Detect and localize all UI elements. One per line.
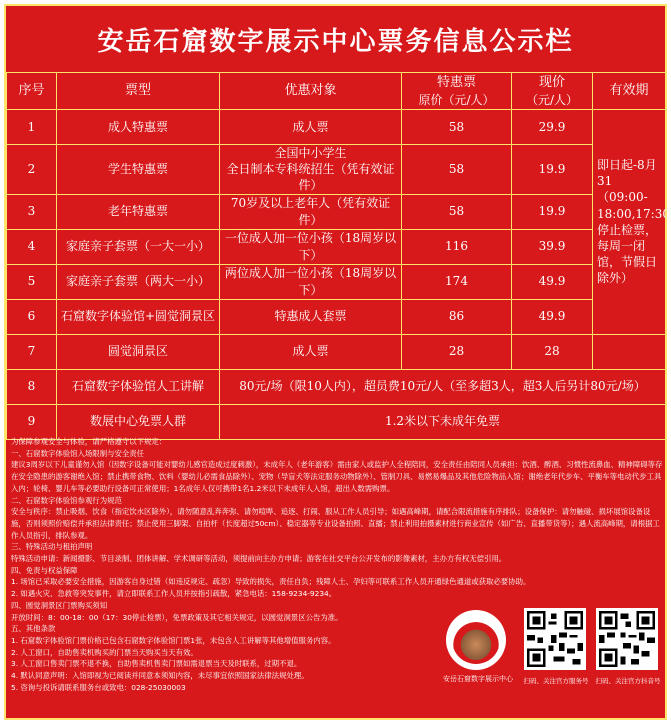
cell-now: 28	[512, 334, 593, 369]
table-row	[7, 404, 666, 439]
cell-no: 4	[7, 229, 57, 264]
cell-target-l1: 全国中小学生	[274, 146, 347, 160]
header-now-l1: 现价	[538, 75, 565, 91]
cell-now: 39.9	[512, 229, 593, 264]
cell-type: 圆觉洞景区	[57, 334, 220, 369]
rule-line: 建议3周岁以下儿童谨勿入馆（因数字设备可能对婴幼儿感官造成过度刺激），未成年人（老年游客）需由家人或监护人全程陪同，安全责任由陪同人员承担：饮酒、醉酒、习惯性流鼻血、精神障碍等存在安全隐患的游客谢绝入馆；禁止携带食物、饮料（婴幼儿必需食品除外）、宠物（导盲犬等法定服务动物除外）、管制刀具、易燃易爆品及其他危险物品入馆；谢绝老年代步车、平衡车等电动代步工具入内；轮椅、婴儿车等必要助行设备可正常使用；1名成年人仅可携带1名1.2米以下未成年人入馆，超出人数需购票。	[11, 460, 663, 493]
rule-line: 一、石窟数字体验馆入场限制与安全责任	[11, 448, 145, 458]
cell-orig: 28	[402, 334, 512, 369]
header-now-price	[512, 73, 593, 110]
center-logo-icon	[446, 610, 506, 670]
rule-line: 二、石窟数字体验馆参观行为规范	[11, 495, 122, 505]
cell-now: 29.9	[512, 110, 593, 145]
rule-line: 安全与秩序：禁止吸烟、饮食（指定饮水区除外），请勿随意乱奔奔弥、请勿喧哗、追逐、打闹、服从工作人员引导；如遇高峰期，请配合限流措施有序排队；设备保护：请勿触碰、损坏展馆设备设施，否则须照价赔偿并承担法律责任；禁止使用三脚架、自拍杆（长度超过50cm）、稳定器等专业设备拍照、直播；禁止利用拍摄素材进行商业宣传（如广告、直播带货等）；遇人流高峰期，请根据工作人员指引，排队参观。	[11, 507, 660, 540]
cell-validity: 即日起-8月31（09:00-18:00,17:30停止检票，每周一闭馆，节假日除外）	[593, 110, 666, 335]
qr1-caption: 扫码、关注官方服务号	[523, 677, 589, 685]
cell-type: 成人特惠票	[57, 110, 220, 145]
cell-type: 家庭亲子套票（一大一小）	[57, 229, 220, 264]
header-orig-price	[402, 73, 512, 110]
rule-line: 四、免责与权益保障	[11, 565, 78, 575]
cell-target	[220, 145, 402, 195]
rule-line: 五、其他条款	[11, 624, 56, 634]
cell-validity-blank	[593, 334, 666, 369]
cell-no: 1	[7, 110, 57, 145]
table-row	[7, 229, 666, 264]
cell-no: 8	[7, 369, 57, 404]
rule-line: 5. 咨询与投诉请联系服务台或致电：028-25030003	[11, 682, 186, 692]
table-row	[7, 264, 666, 299]
cell-now: 19.9	[512, 194, 593, 229]
table-row	[7, 110, 666, 145]
cell-no: 5	[7, 264, 57, 299]
cell-desc: 1.2米以下未成年免票	[220, 404, 666, 439]
cell-no: 9	[7, 404, 57, 439]
rule-line: 3. 人工窗口售卖门票不退不换，自助售卖机售卖门票如需退票当天及时联系，过期不退。	[11, 659, 302, 669]
rule-line: 1. 场馆已采取必要安全措施，因游客自身过错（如违反规定、疏忽）导致的损失，责任自负；残障人士、孕妇等可联系工作人员开通绿色通道或获取必要协助。	[11, 577, 531, 587]
rule-line: 4. 默认同意声明：入馆即视为已阅读并同意本须知内容，未尽事宜依照国家法律法规处理。	[11, 671, 309, 681]
header-no: 序号	[7, 73, 57, 110]
rule-line: 开放时间：8：00-18：00（17：30停止检票），免票政策及其它相关规定，以圆觉洞景区公告为准。	[11, 612, 343, 622]
header-orig-l1: 特惠票	[436, 75, 476, 91]
qr-code-service-icon[interactable]	[524, 608, 586, 670]
header-target: 优惠对象	[220, 73, 402, 110]
rule-line: 1. 石窟数字体验馆门票价格已包含石窟数字体验馆门票1张，未包含人工讲解等其他增值服务内容。	[11, 635, 336, 645]
cell-type: 石窟数字体验馆人工讲解	[57, 369, 220, 404]
table-row	[7, 369, 666, 404]
table-row	[7, 145, 666, 195]
cell-target: 成人票	[220, 110, 402, 145]
header-now-l2: （元/人）	[525, 92, 579, 107]
qr-code-douyin-icon[interactable]	[596, 608, 658, 670]
header-orig-l2: 原价（元/人）	[418, 92, 495, 107]
rule-line: 2. 如遇火灾、急救等突发事件，请立即联系工作人员并按指引疏散，紧急电话：158-9234-9234。	[11, 589, 337, 599]
logo-caption: 安岳石窟数字展示中心	[443, 675, 513, 683]
cell-target: 成人票	[220, 334, 402, 369]
cell-target: 70岁及以上老年人（凭有效证件）	[220, 194, 402, 229]
cell-type: 学生特惠票	[57, 145, 220, 195]
table-row	[7, 334, 666, 369]
rule-line: 四、圆觉洞景区门票购买须知	[11, 600, 108, 610]
cell-type: 石窟数字体验馆+圆觉洞景区	[57, 299, 220, 334]
cell-orig: 86	[402, 299, 512, 334]
cell-target: 两位成人加一位小孩（18周岁以下）	[220, 264, 402, 299]
cell-target-l2: 全日制本专科统招生（凭有效证件）	[226, 162, 395, 193]
cell-no: 2	[7, 145, 57, 195]
cell-orig: 58	[402, 145, 512, 195]
table-header-row	[7, 73, 666, 110]
cell-orig: 116	[402, 229, 512, 264]
cell-orig: 174	[402, 264, 512, 299]
rule-line: 为保障参观安全与体验，请严格遵守以下规定：	[11, 437, 167, 446]
table-row	[7, 299, 666, 334]
cell-now: 19.9	[512, 145, 593, 195]
cell-desc: 80元/场（限10人内），超员费10元/人（至多超3人，超3人后另计80元/场）	[220, 369, 666, 404]
rule-line: 特殊活动申请：新闻摄影、节目录制、团体讲解、学术调研等活动，须提前向主办方申请；游客在社交平台公开发布的影像素材，主办方有权无偿引用。	[11, 554, 507, 564]
footer-logos	[443, 606, 666, 716]
cell-orig: 58	[402, 110, 512, 145]
board-title: 安岳石窟数字展示中心票务信息公示栏	[6, 6, 665, 73]
cell-target: 一位成人加一位小孩（18周岁以下）	[220, 229, 402, 264]
ticket-table	[6, 72, 670, 440]
notice-board	[4, 4, 670, 720]
cell-no: 3	[7, 194, 57, 229]
cell-type: 数展中心免票人群	[57, 404, 220, 439]
qr2-caption: 扫码、关注官方抖音号	[595, 677, 661, 685]
cell-orig: 58	[402, 194, 512, 229]
cell-type: 老年特惠票	[57, 194, 220, 229]
cell-type: 家庭亲子套票（两大一小）	[57, 264, 220, 299]
rule-line: 2. 人工窗口，自助售卖机购买的门票当天购买当天有效。	[11, 647, 198, 657]
header-type: 票型	[57, 73, 220, 110]
cell-now: 49.9	[512, 299, 593, 334]
cell-now: 49.9	[512, 264, 593, 299]
header-validity: 有效期	[593, 73, 666, 110]
cell-target: 特惠成人套票	[220, 299, 402, 334]
table-row	[7, 194, 666, 229]
cell-no: 7	[7, 334, 57, 369]
rule-line: 三、特殊活动与租拍声明	[11, 542, 93, 552]
cell-no: 6	[7, 299, 57, 334]
